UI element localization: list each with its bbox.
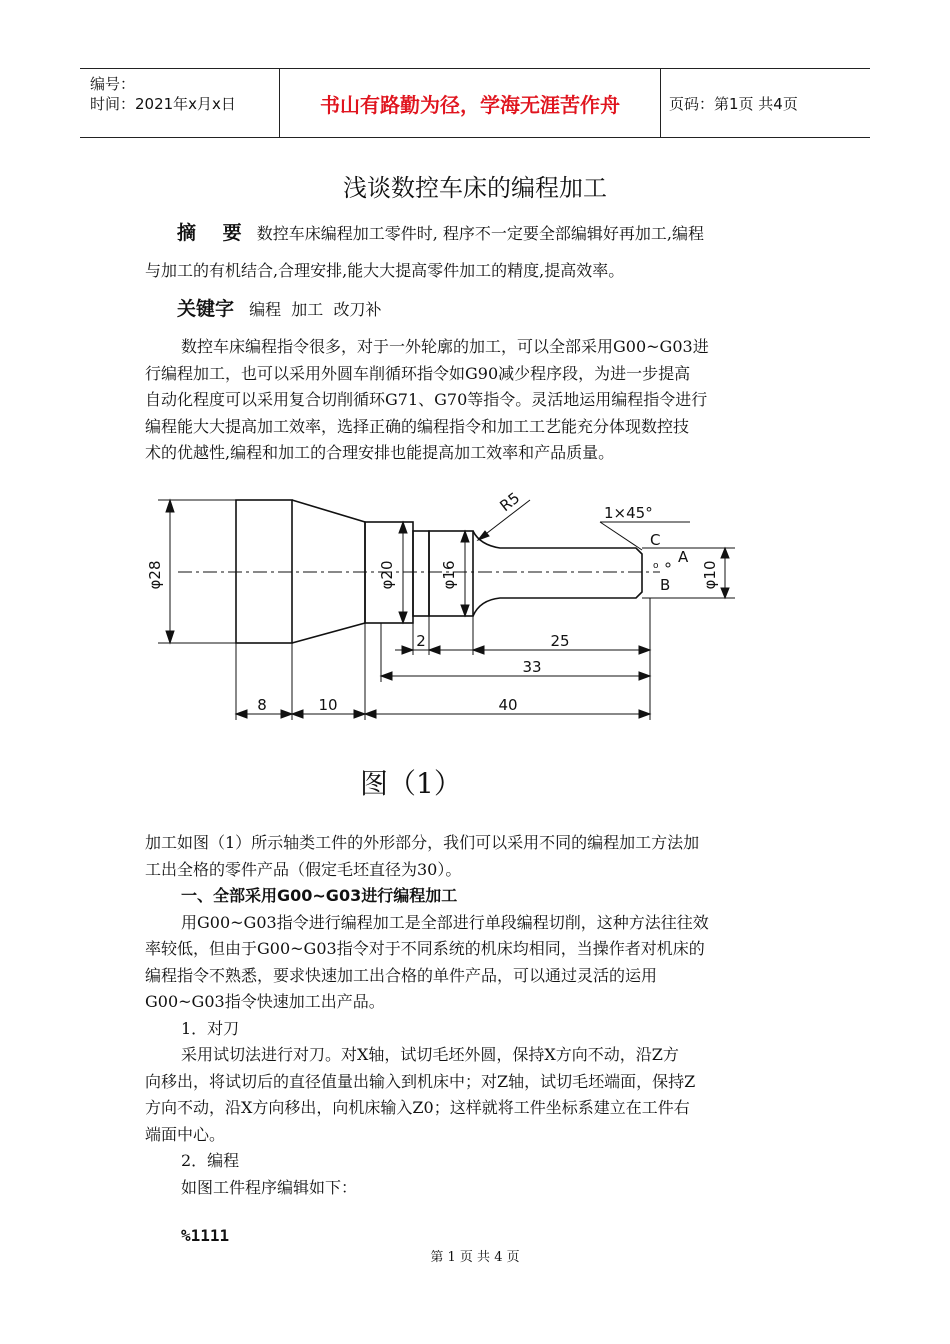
- label-d16: φ16: [440, 560, 458, 590]
- label-b: B: [660, 576, 671, 594]
- abstract-text-1: 数控车床编程加工零件时, 程序不一定要全部编辑好再加工,编程: [256, 224, 704, 243]
- header-page-label: 页码：第1页 共4页: [669, 94, 798, 113]
- abstract-label: 摘 要: [177, 222, 252, 244]
- header-motto: 书山有路勤为径，学海无涯苦作舟: [280, 69, 661, 137]
- sub1-line: 端面中心。: [145, 1124, 226, 1144]
- label-a: A: [678, 548, 689, 566]
- label-d10: φ10: [701, 560, 719, 590]
- number-label: 编号：: [90, 75, 136, 93]
- section1: [145, 883, 810, 1250]
- sub2-text: 如图工件程序编辑如下：: [181, 1177, 358, 1197]
- date-label: 时间：2021年x月x日: [90, 95, 236, 113]
- label-dim25: 25: [550, 632, 570, 650]
- label-c: C: [650, 531, 661, 549]
- groove-section: [413, 531, 429, 616]
- sub1-heading: 1．对刀: [181, 1018, 240, 1038]
- taper-section: [292, 500, 365, 643]
- label-d20: φ20: [378, 560, 396, 590]
- abstract-text-2: 与加工的有机结合,合理安排,能大大提高零件加工的精度,提高效率。: [145, 261, 625, 280]
- label-o: o: [653, 561, 659, 571]
- section1-heading: 一、全部采用G00~G03进行编程加工: [181, 886, 458, 905]
- document-title: 浅谈数控车床的编程加工: [343, 174, 607, 202]
- body-line: 加工如图（1）所示轴类工件的外形部分，我们可以采用不同的编程加工方法加: [145, 833, 700, 852]
- section1-line: G00~G03指令快速加工出产品。: [145, 992, 385, 1011]
- section1-line: 率较低，但由于G00~G03指令对于不同系统的机床均相同，当操作者对机床的: [145, 939, 705, 958]
- sub1-line: 采用试切法进行对刀。对X轴，试切毛坯外圆，保持X方向不动，沿Z方: [181, 1045, 679, 1064]
- label-dim10: 10: [318, 696, 338, 714]
- label-dim8: 8: [257, 696, 267, 714]
- figure-caption: 图（1）: [360, 767, 462, 800]
- section1-line: 编程指令不熟悉，要求快速加工出合格的单件产品，可以通过灵活的运用: [145, 965, 658, 985]
- keywords-value: 编程 加工 改刀补: [249, 300, 382, 319]
- intro-line: 行编程加工，也可以采用外圆车削循环指令如G90减少程序段，为进一步提高: [145, 363, 691, 383]
- intro-line: 编程能大大提高加工效率，选择正确的编程指令和加工工艺能充分体现数控技: [145, 416, 690, 436]
- intro-line: 术的优越性,编程和加工的合理安排也能提高加工效率和产品质量。: [145, 443, 615, 462]
- label-d28: φ28: [146, 560, 164, 590]
- intro-line: 数控车床编程指令很多，对于一外轮廓的加工，可以全部采用G00~G03进: [181, 337, 709, 356]
- section-d28: [236, 500, 292, 643]
- body-line: 工出全格的零件产品（假定毛坯直径为30）。: [145, 859, 462, 879]
- label-r5: R5: [496, 488, 524, 516]
- label-chamfer: 1×45°: [604, 504, 653, 522]
- sub1-line: 向移出，将试切后的直径值量出输入到机床中；对Z轴，试切毛坯端面，保持Z: [145, 1071, 696, 1091]
- page-footer: 第 1 页 共 4 页: [430, 1250, 520, 1265]
- label-dim33: 33: [522, 658, 542, 676]
- section1-line: 用G00~G03指令进行编程加工是全部进行单段编程切削，这种方法往往效: [181, 912, 709, 932]
- label-dim40: 40: [498, 696, 518, 714]
- sub1-line: 方向不动，沿X方向移出，向机床输入Z0；这样就将工件坐标系建立在工件右: [145, 1098, 690, 1117]
- keywords-label: 关键字: [177, 298, 235, 320]
- program-number: %1111: [181, 1226, 230, 1245]
- label-dim2: 2: [416, 632, 426, 650]
- intro-line: 自动化程度可以采用复合切削循环G71、G70等指令。灵活地运用编程指令进行: [145, 390, 708, 409]
- sub2-heading: 2．编程: [181, 1151, 240, 1170]
- body-paragraph: [145, 830, 810, 883]
- end-section: [473, 531, 642, 616]
